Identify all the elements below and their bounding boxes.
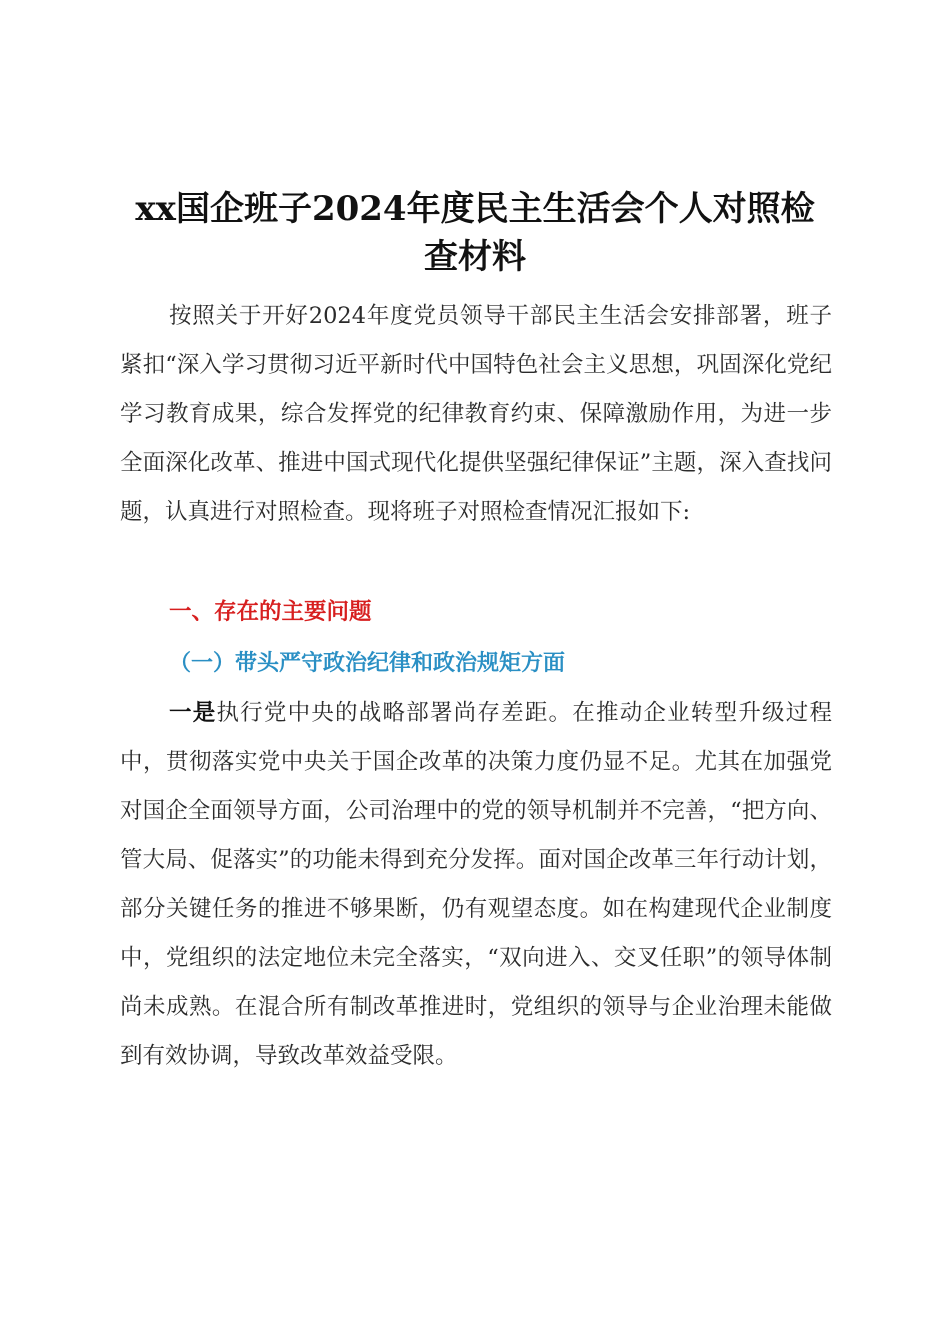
intro-paragraph: 按照关于开好2024年度党员领导干部民主生活会安排部署，班子紧扣“深入学习贯彻习近平新时代中国特色社会主义思想，巩固深化党纪学习教育成果，综合发挥党的纪律教育约束、保障激励作用，为进一步全面深化改革、推进中国式现代化提供坚强纪律保证”主题，深入查找问题，认真进行对照检查。现将班子对照检查情况汇报如下: — [120, 303, 832, 525]
point-lead: 一是 — [169, 700, 217, 726]
point-paragraph — [120, 689, 832, 1081]
subsection-heading: （一）带头严守政治纪律和政治规矩方面 — [169, 650, 566, 676]
point-text: 执行党中央的战略部署尚存差距。在推动企业转型升级过程中，贯彻落实党中央关于国企改革的决策力度仍显不足。尤其在加强党对国企全面领导方面，公司治理中的党的领导机制并不完善，“把方向、管大局、促落实”的功能未得到充分发挥。面对国企改革三年行动计划，部分关键任务的推进不够果断，仍有观望态度。如在构建现代企业制度中，党组织的法定地位未完全落实，“双向进入、交叉任职”的领导体制尚未成熟。在混合所有制改革推进时，党组织的领导与企业治理未能做到有效协调，导致改革效益受限。 — [120, 700, 832, 1069]
document-title: xx国企班子2024年度民主生活会个人对照检查材料 — [135, 188, 815, 277]
section-heading: 一、存在的主要问题 — [169, 599, 372, 625]
